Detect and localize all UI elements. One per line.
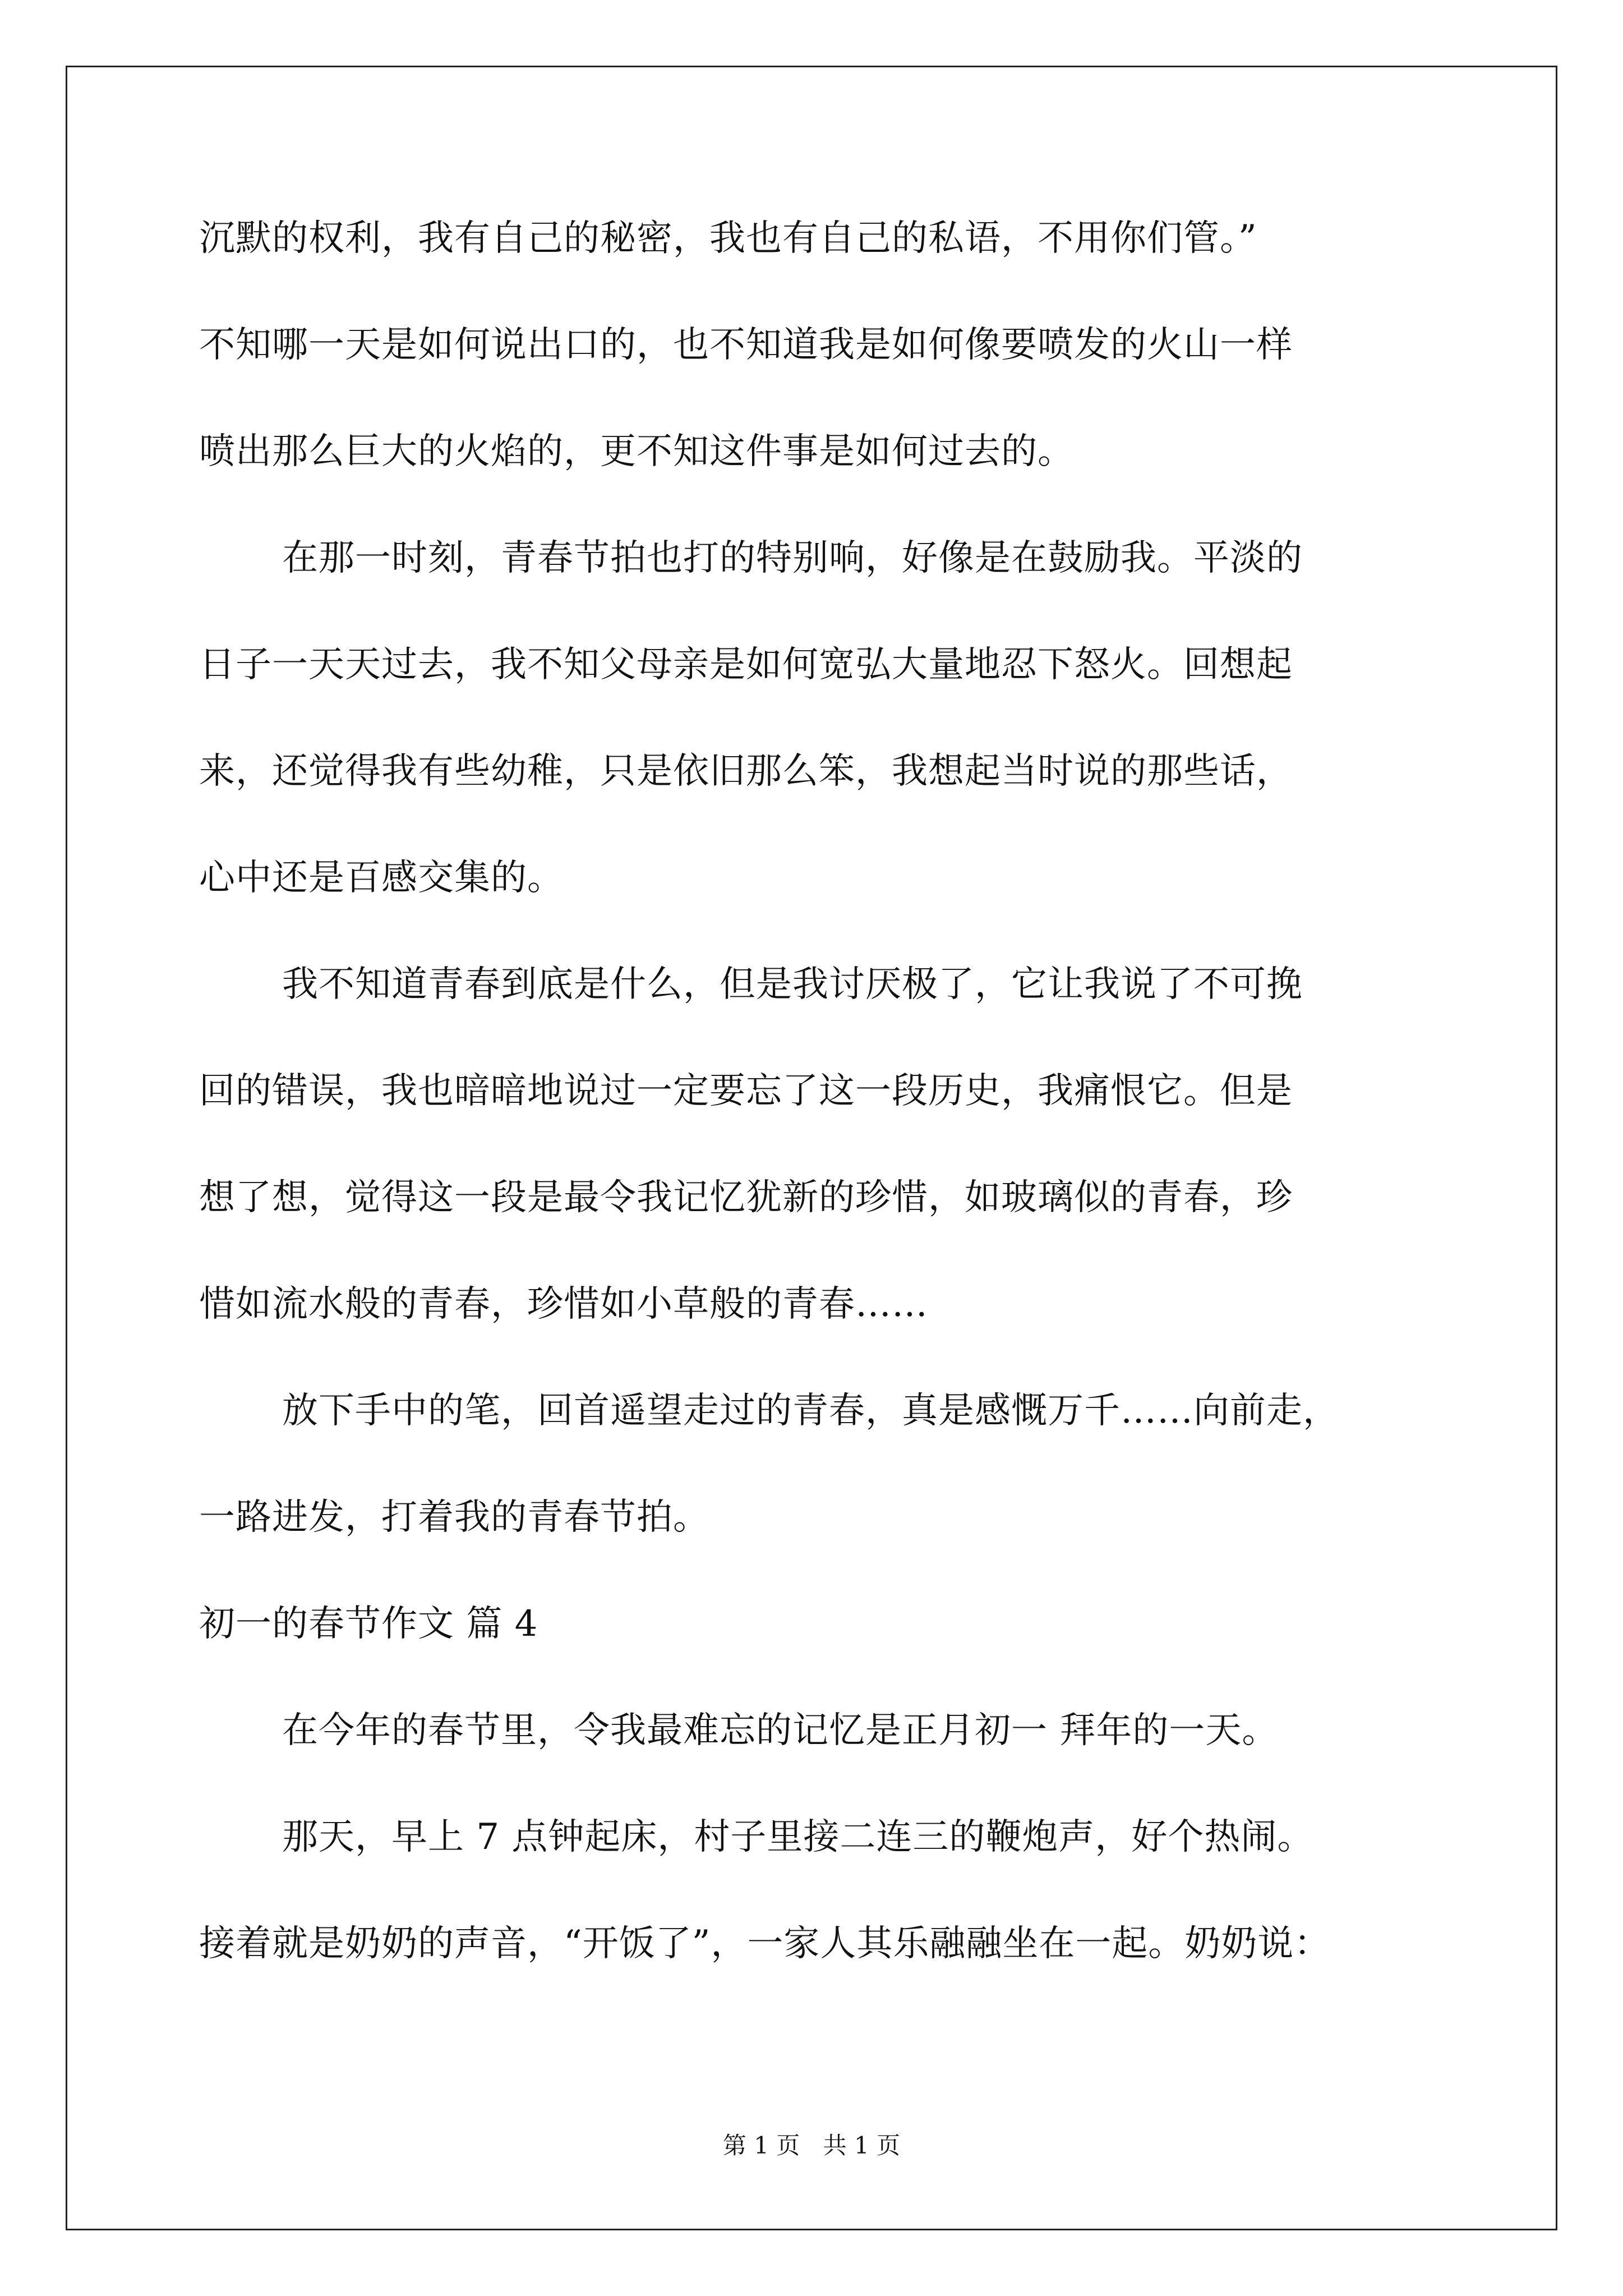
text-line: 沉默的权利，我有自己的秘密，我也有自己的私语，不用你们管。” (199, 218, 1257, 259)
text-line: 回的错误，我也暗暗地说过一定要忘了这一段历史，我痛恨它。但是 (199, 1070, 1293, 1112)
section-heading: 初一的春节作文 篇 4 (199, 1603, 538, 1645)
paragraph-start: 那天，早上 7 点钟起床，村子里接二连三的鞭炮声，好个热闹。 (282, 1816, 1314, 1858)
text-line: 惜如流水般的青春，珍惜如小草般的青春…… (199, 1283, 928, 1325)
page-footer (0, 2129, 1623, 2162)
text-line: 不知哪一天是如何说出口的，也不知道我是如何像要喷发的火山一样 (199, 324, 1293, 366)
text-line: 来，还觉得我有些幼稚，只是依旧那么笨，我想起当时说的那些话， (199, 751, 1293, 792)
text-line: 喷出那么巨大的火焰的，更不知这件事是如何过去的。 (199, 431, 1074, 472)
paragraph-start: 在那一时刻，青春节拍也打的特别响，好像是在鼓励我。平淡的 (282, 537, 1303, 579)
page-number: 第 1 页 (722, 2132, 800, 2159)
page-total: 共 1 页 (823, 2132, 901, 2159)
text-line: 一路进发，打着我的青春节拍。 (199, 1497, 709, 1538)
text-line: 日子一天天过去，我不知父母亲是如何宽弘大量地忍下怒火。回想起 (199, 644, 1293, 685)
text-line: 想了想，觉得这一段是最令我记忆犹新的珍惜，如玻璃似的青春，珍 (199, 1177, 1293, 1218)
paragraph-start: 放下手中的笔，回首遥望走过的青春，真是感慨万千……向前走， (282, 1390, 1339, 1432)
paragraph-start: 在今年的春节里，令我最难忘的记忆是正月初一 拜年的一天。 (282, 1710, 1279, 1751)
text-line: 心中还是百感交集的。 (199, 857, 564, 899)
paragraph-start: 我不知道青春到底是什么，但是我讨厌极了，它让我说了不可挽 (282, 964, 1303, 1005)
text-line: 接着就是奶奶的声音，“开饭了”，一家人其乐融融坐在一起。奶奶说： (199, 1923, 1331, 1964)
page-border (66, 66, 1557, 2230)
